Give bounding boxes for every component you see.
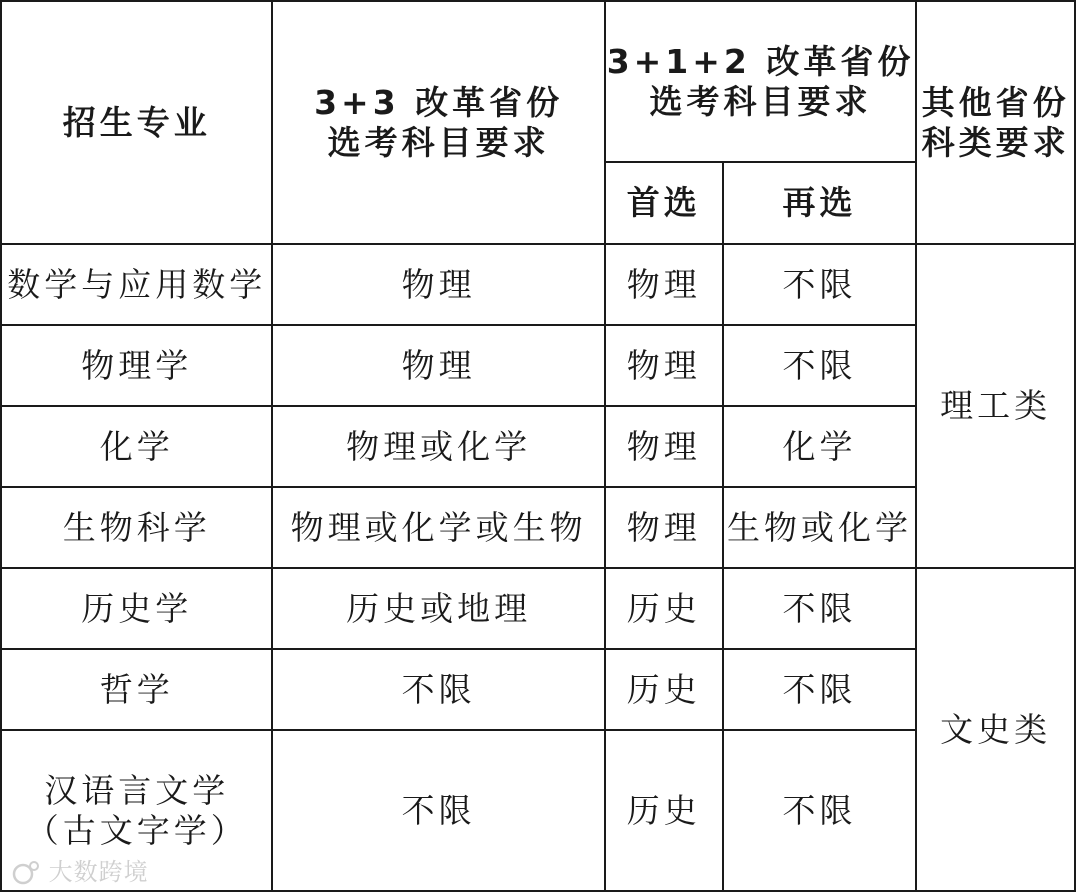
cell-second-choice: 不限 — [723, 730, 917, 891]
cell-reform-33: 物理 — [272, 325, 604, 406]
cell-first-choice: 历史 — [605, 730, 723, 891]
cell-second-choice: 不限 — [723, 649, 917, 730]
cell-major-line2: （古文字学） — [25, 810, 248, 850]
cell-second-choice: 生物或化学 — [723, 487, 917, 568]
watermark — [10, 852, 149, 887]
cell-major: 化学 — [1, 406, 272, 487]
cell-major: 历史学 — [1, 568, 272, 649]
cell-major: 生物科学 — [1, 487, 272, 568]
cell-major: 哲学 — [1, 649, 272, 730]
cell-reform-33: 不限 — [272, 730, 604, 891]
header-reform-33 — [272, 1, 604, 244]
cell-major: 数学与应用数学 — [1, 244, 272, 325]
cell-reform-33: 历史或地理 — [272, 568, 604, 649]
cell-reform-33: 物理或化学或生物 — [272, 487, 604, 568]
watermark-text: 大数跨境 — [48, 858, 149, 886]
cell-first-choice: 历史 — [605, 649, 723, 730]
header-other-line1: 其他省份 — [921, 82, 1070, 122]
cell-reform-33: 不限 — [272, 649, 604, 730]
table-row — [1, 325, 1075, 406]
cell-first-choice: 历史 — [605, 568, 723, 649]
header-reform-33-line1: 3+3 改革省份 — [314, 82, 564, 122]
cell-first-choice: 物理 — [605, 325, 723, 406]
table-row — [1, 406, 1075, 487]
cell-first-choice: 物理 — [605, 244, 723, 325]
cell-second-choice: 不限 — [723, 244, 917, 325]
cell-other-liberal: 文史类 — [916, 568, 1075, 891]
header-reform-312-line1: 3+1+2 改革省份 — [606, 41, 915, 81]
cell-second-choice: 化学 — [723, 406, 917, 487]
cell-second-choice: 不限 — [723, 568, 917, 649]
header-reform-312-line2: 选考科目要求 — [649, 81, 872, 121]
cell-other-science: 理工类 — [916, 244, 1075, 568]
table-row — [1, 568, 1075, 649]
header-first-choice: 首选 — [605, 162, 723, 244]
cell-second-choice: 不限 — [723, 325, 917, 406]
cell-reform-33: 物理 — [272, 244, 604, 325]
table-row — [1, 487, 1075, 568]
cell-reform-33: 物理或化学 — [272, 406, 604, 487]
cell-major-line1: 汉语言文学 — [44, 770, 230, 810]
header-other-line2: 科类要求 — [921, 122, 1070, 162]
cell-first-choice: 物理 — [605, 487, 723, 568]
table-row — [1, 730, 1075, 891]
header-reform-312 — [605, 1, 917, 162]
header-reform-33-line2: 选考科目要求 — [327, 122, 550, 162]
header-major: 招生专业 — [1, 1, 272, 244]
watermark-logo-icon — [10, 860, 40, 886]
table-row — [1, 244, 1075, 325]
header-second-choice: 再选 — [723, 162, 917, 244]
cell-major: 物理学 — [1, 325, 272, 406]
table-row — [1, 649, 1075, 730]
cell-first-choice: 物理 — [605, 406, 723, 487]
header-other-provinces — [916, 1, 1075, 244]
